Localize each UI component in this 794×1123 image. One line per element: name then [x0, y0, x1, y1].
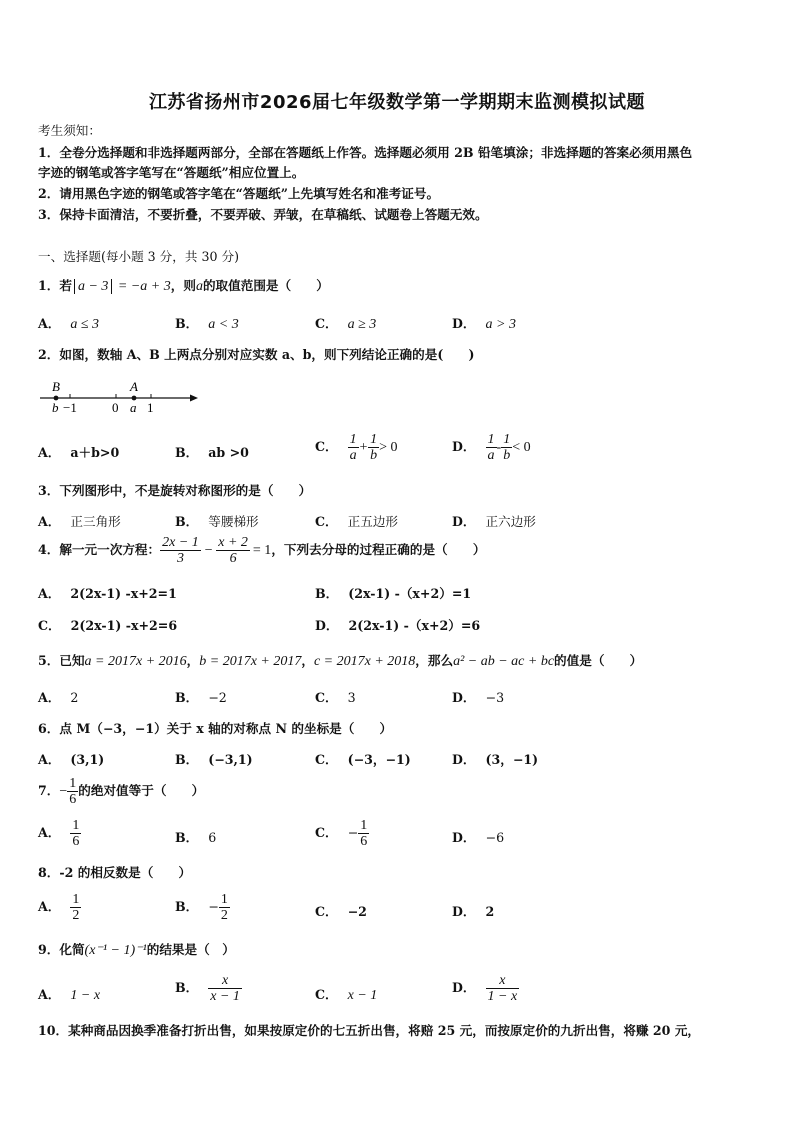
q1-option-c: C． a ≥ 3: [315, 316, 377, 332]
notice-line-4: 3．保持卡面清洁，不要折叠，不要弄破、弄皱，在草稿纸、试题卷上答题无效。: [38, 207, 488, 222]
page-title: 江苏省扬州市2026届七年级数学第一学期期末监测模拟试题: [148, 92, 646, 113]
q1-pre: 若: [59, 278, 72, 293]
q4-option-a: A． 2(2x-1) -x+2=1: [38, 586, 177, 601]
q5-option-b: B． −2: [175, 690, 227, 705]
label-B: B: [52, 380, 60, 394]
q8-option-b: B． − $\frac{1}{2}$: [175, 892, 228, 923]
question-5: 5．已知a = 2017x + 2016，b = 2017x + 2017，c = 2017x + 2018，那么a² − ab − ac + bc的值是（ ）: [38, 653, 643, 669]
q4-option-b: B． (2x-1) -（x+2）=1: [315, 586, 472, 601]
section-heading: 一、选择题(每小题 3 分，共 30 分): [38, 249, 240, 264]
q1-abs-expr: a − 3: [74, 279, 112, 294]
label-minus-one: −1: [63, 400, 77, 415]
q5-option-a: A． 2: [38, 690, 79, 705]
notice-heading: 考生须知：: [38, 123, 101, 138]
q1-eq: = −a + 3: [114, 279, 171, 294]
label-b: b: [52, 400, 59, 415]
q3-option-c: C． 正五边形: [315, 514, 398, 529]
question-2: 2．如图，数轴 A、B 上两点分别对应实数 a、b，则下列结论正确的是( ): [38, 347, 475, 362]
question-3: 3．下列图形中，不是旋转对称图形的是（ ）: [38, 483, 312, 498]
q7-option-b: B． 6: [175, 830, 217, 845]
q8-option-a: A． $\frac{1}{2}$: [38, 892, 80, 923]
q8-option-c: C． −2: [315, 904, 367, 919]
number-line-arrow: [190, 395, 198, 402]
label-one: 1: [147, 400, 154, 415]
notice-line-2: 字迹的钢笔或答字笔写在“答题纸”相应位置上。: [38, 165, 305, 180]
question-8: 8．-2 的相反数是（ ）: [38, 865, 192, 880]
q9-option-d: D． $\frac{x}{1 - x}$: [452, 973, 518, 1004]
q1-option-b: B． a < 3: [175, 316, 239, 332]
q7-option-a: A． $\frac{1}{6}$: [38, 818, 80, 849]
q1-option-d: D． a > 3: [452, 316, 516, 332]
q8-option-d: D． 2: [452, 904, 495, 919]
label-a: a: [130, 400, 137, 415]
q9-option-a: A． 1 − x: [38, 987, 101, 1003]
question-7: 7．− $\frac{1}{6}$ 的绝对值等于（ ）: [38, 776, 205, 807]
question-1: [38, 275, 329, 295]
question-10: 10．某种商品因换季准备打折出售，如果按原定价的七五折出售，将赔 25 元，而按原定价的九折出售，将赚 20 元，: [38, 1023, 701, 1038]
notice-line-3: 2．请用黑色字迹的钢笔或答字笔在“答题纸”上先填写姓名和准考证号。: [38, 186, 440, 201]
label-zero: 0: [112, 400, 119, 415]
q2-option-c: C． $\frac{1}{a}$ + $\frac{1}{b}$ > 0: [315, 432, 398, 463]
q6-option-c: C． (−3，−1): [315, 752, 411, 767]
q6-option-b: B． (−3,1): [175, 752, 253, 767]
q6-option-d: D． (3，−1): [452, 752, 539, 767]
q9-option-b: B． $\frac{x}{x - 1}$: [175, 973, 240, 1004]
q1-option-a: A． a ≤ 3: [38, 316, 100, 332]
question-4: 4．解一元一次方程： $\frac{2x - 1}{3}$ − $\frac{x + 2}{6}$ = 1，下列去分母的过程正确的是（ ）: [38, 535, 486, 566]
q1-var: a: [195, 279, 203, 294]
q6-option-a: A． (3,1): [38, 752, 105, 767]
question-9: 9．化简(x⁻¹ − 1)⁻¹的结果是（ ）: [38, 942, 235, 958]
number-line-figure: [38, 380, 208, 416]
q2-option-b: B． ab >0: [175, 445, 249, 460]
q1-number: 1．: [38, 278, 60, 293]
question-6: 6．点 M（−3，−1）关于 x 轴的对称点 N 的坐标是（ ）: [38, 721, 393, 736]
label-A: A: [130, 380, 138, 394]
q1-post: 的取值范围是（ ）: [202, 278, 329, 293]
q3-option-b: B． 等腰梯形: [175, 514, 259, 529]
q2-option-d: D． $\frac{1}{a}$ - $\frac{1}{b}$ < 0: [452, 432, 531, 463]
q9-option-c: C． x − 1: [315, 987, 378, 1003]
q2-option-a: A． a＋b>0: [38, 445, 120, 460]
q5-option-c: C． 3: [315, 690, 356, 705]
notice-line-1: 1．全卷分选择题和非选择题两部分，全部在答题纸上作答。选择题必须用 2B 铅笔填涂；非选择题的答案必须用黑色: [38, 145, 693, 160]
q4-option-c: C． 2(2x-1) -x+2=6: [38, 618, 178, 633]
q5-option-d: D． −3: [452, 690, 505, 705]
q7-option-c: C． − $\frac{1}{6}$: [315, 818, 368, 849]
q3-option-d: D． 正六边形: [452, 514, 536, 529]
q1-mid: ，则: [170, 278, 196, 293]
q4-option-d: D． 2(2x-1) -（x+2）=6: [315, 618, 481, 633]
q3-option-a: A． 正三角形: [38, 514, 121, 529]
q7-option-d: D． −6: [452, 830, 505, 845]
